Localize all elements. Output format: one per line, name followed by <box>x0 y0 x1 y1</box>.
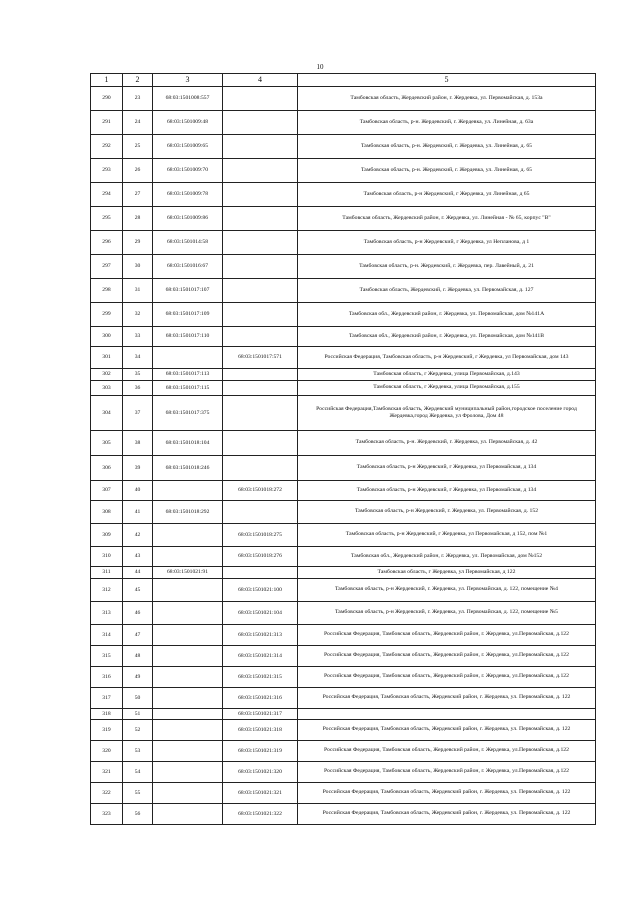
address-cell: Тамбовская область, р-н Жердевский, г Жердевка, ул Непланова, д 1 <box>298 231 596 255</box>
premise-cadastral-cell: 68:03:1501018:276 <box>223 547 298 567</box>
row-number-cell: 319 <box>91 720 123 741</box>
cadastral-number-cell: 68:03:1501014:58 <box>153 231 223 255</box>
cadastral-number-cell: 68:03:1501017:110 <box>153 327 223 347</box>
cadastral-number-cell <box>153 602 223 625</box>
table-row <box>91 804 596 825</box>
local-number-cell: 30 <box>123 255 153 279</box>
cadastral-number-cell <box>153 783 223 804</box>
address-cell: Тамбовская область, р-н Жердевский, г. Жердевка, ул. Первомайская, д. 152 <box>298 501 596 524</box>
premise-cadastral-cell <box>223 183 298 207</box>
row-number-cell: 322 <box>91 783 123 804</box>
local-number-cell: 37 <box>123 396 153 431</box>
table-row <box>91 688 596 709</box>
cadastral-number-cell: 68:03:1501017:109 <box>153 303 223 327</box>
table-row <box>91 783 596 804</box>
address-cell: Тамбовская область, г Жердевка, ул Первомайская, д 122 <box>298 567 596 579</box>
cadastral-number-cell <box>153 646 223 667</box>
cadastral-number-cell <box>153 347 223 369</box>
local-number-cell: 28 <box>123 207 153 231</box>
table-row <box>91 369 596 381</box>
row-number-cell: 305 <box>91 431 123 456</box>
header-col-2: 2 <box>123 74 153 87</box>
table-body <box>91 87 596 825</box>
address-cell: Тамбовская обл., Жердевский район, г. Жердевка, ул. Первомайская, дом №152 <box>298 547 596 567</box>
address-cell: Российская Федерация, Тамбовская область, Жердевский район, г. Жердевка, ул. Первомайская, д. 122 <box>298 783 596 804</box>
cadastral-number-cell: 68:03:1501008:557 <box>153 87 223 111</box>
address-cell: Российская Федерация, Тамбовская область, Жердевский район, г. Жердевка, ул. Первомайская, д. 122 <box>298 804 596 825</box>
row-number-cell: 290 <box>91 87 123 111</box>
table-row <box>91 381 596 396</box>
cadastral-number-cell <box>153 762 223 783</box>
address-cell: Тамбовская область, р-н Жердевский, г Жердевка, ул Линейная, д 65 <box>298 183 596 207</box>
cadastral-number-cell <box>153 804 223 825</box>
cadastral-number-cell: 68:03:1501009:70 <box>153 159 223 183</box>
local-number-cell: 23 <box>123 87 153 111</box>
address-cell: Тамбовская область, р-н Жердевский, г. Жердевка, ул. Первомайская, д. 122, помещение №5 <box>298 602 596 625</box>
cadastral-number-cell: 68:03:1501009:48 <box>153 111 223 135</box>
table-row <box>91 231 596 255</box>
premise-cadastral-cell <box>223 135 298 159</box>
cadastral-number-cell: 68:03:1501018:246 <box>153 456 223 481</box>
row-number-cell: 298 <box>91 279 123 303</box>
local-number-cell: 32 <box>123 303 153 327</box>
row-number-cell: 313 <box>91 602 123 625</box>
cadastral-number-cell: 68:03:1501021:91 <box>153 567 223 579</box>
address-cell: Тамбовская область, р-н. Жердевский, г. Жердевка, ул. Линейная, д. 65 <box>298 159 596 183</box>
row-number-cell: 308 <box>91 501 123 524</box>
table-row <box>91 111 596 135</box>
premise-cadastral-cell: 68:03:1501018:275 <box>223 524 298 547</box>
premise-cadastral-cell: 68:03:1501021:318 <box>223 720 298 741</box>
local-number-cell: 54 <box>123 762 153 783</box>
table-row <box>91 741 596 762</box>
premise-cadastral-cell: 68:03:1501021:100 <box>223 579 298 602</box>
address-cell: Тамбовская область, р-н Жердевский, г. Жердевка, ул. Первомайская, д. 122, помещение №4 <box>298 579 596 602</box>
address-cell: Тамбовская область, Жердевский район, г. Жердевка, ул. Линейная - № 65, корпус "В" <box>298 207 596 231</box>
premise-cadastral-cell: 68:03:1501021:319 <box>223 741 298 762</box>
row-number-cell: 320 <box>91 741 123 762</box>
table-row <box>91 303 596 327</box>
table-row <box>91 347 596 369</box>
premise-cadastral-cell: 68:03:1501017:571 <box>223 347 298 369</box>
address-cell: Тамбовская обл., Жердевский район, г. Жердевка, ул. Первомайская, дом №141А <box>298 303 596 327</box>
premise-cadastral-cell <box>223 431 298 456</box>
cadastral-number-cell <box>153 720 223 741</box>
row-number-cell: 315 <box>91 646 123 667</box>
premise-cadastral-cell <box>223 255 298 279</box>
row-number-cell: 317 <box>91 688 123 709</box>
row-number-cell: 295 <box>91 207 123 231</box>
table-row <box>91 207 596 231</box>
cadastral-number-cell: 68:03:1501009:78 <box>153 183 223 207</box>
cadastral-number-cell: 68:03:1501009:86 <box>153 207 223 231</box>
local-number-cell: 35 <box>123 369 153 381</box>
address-cell: Тамбовская область, Жердевский район, г. Жердевка, ул. Первомайская, д. 153а <box>298 87 596 111</box>
local-number-cell: 25 <box>123 135 153 159</box>
local-number-cell: 48 <box>123 646 153 667</box>
local-number-cell: 46 <box>123 602 153 625</box>
local-number-cell: 51 <box>123 709 153 720</box>
table-row <box>91 431 596 456</box>
local-number-cell: 56 <box>123 804 153 825</box>
local-number-cell: 49 <box>123 667 153 688</box>
address-cell: Российская Федерация, Тамбовская область, р-н Жердевский, г Жердевка, ул Первомайская, дом 143 <box>298 347 596 369</box>
address-cell: Российская Федерация, Тамбовская область, Жердевский район, г. Жердевка, ул.Первомайская, д.122 <box>298 667 596 688</box>
address-cell: Тамбовская область, Жердевский, г. Жердевка, ул. Первомайская, д. 127 <box>298 279 596 303</box>
address-cell: Тамбовская обл., Жердевский район, г. Жердевка, ул. Первомайская, дом №141В <box>298 327 596 347</box>
address-cell: Тамбовская область, р-н Жердевский, г Жердевка, ул Первомайская, д 134 <box>298 456 596 481</box>
registry-table <box>90 73 596 825</box>
cadastral-number-cell <box>153 547 223 567</box>
cadastral-number-cell: 68:03:1501017:375 <box>153 396 223 431</box>
row-number-cell: 291 <box>91 111 123 135</box>
premise-cadastral-cell <box>223 456 298 481</box>
premise-cadastral-cell <box>223 207 298 231</box>
row-number-cell: 323 <box>91 804 123 825</box>
table-row <box>91 720 596 741</box>
local-number-cell: 53 <box>123 741 153 762</box>
row-number-cell: 316 <box>91 667 123 688</box>
row-number-cell: 301 <box>91 347 123 369</box>
address-cell: Российская Федерация, Тамбовская область, Жердевский район, г. Жердевка, ул.Первомайская, д.122 <box>298 762 596 783</box>
premise-cadastral-cell: 68:03:1501018:272 <box>223 481 298 501</box>
address-cell: Тамбовская область, р-н. Жердевский, г. Жердевка, ул. Линейная, д. 65 <box>298 135 596 159</box>
local-number-cell: 50 <box>123 688 153 709</box>
local-number-cell: 43 <box>123 547 153 567</box>
address-cell: Тамбовская область, г Жердевка, улица Первомайская, д.155 <box>298 381 596 396</box>
cadastral-number-cell <box>153 741 223 762</box>
table-row <box>91 159 596 183</box>
local-number-cell: 26 <box>123 159 153 183</box>
row-number-cell: 294 <box>91 183 123 207</box>
premise-cadastral-cell <box>223 327 298 347</box>
local-number-cell: 42 <box>123 524 153 547</box>
premise-cadastral-cell <box>223 396 298 431</box>
row-number-cell: 307 <box>91 481 123 501</box>
table-row <box>91 567 596 579</box>
local-number-cell: 29 <box>123 231 153 255</box>
local-number-cell: 45 <box>123 579 153 602</box>
table-row <box>91 524 596 547</box>
table-row <box>91 501 596 524</box>
cadastral-number-cell: 68:03:1501018:104 <box>153 431 223 456</box>
row-number-cell: 300 <box>91 327 123 347</box>
table-row <box>91 579 596 602</box>
premise-cadastral-cell <box>223 501 298 524</box>
premise-cadastral-cell <box>223 567 298 579</box>
table-row <box>91 481 596 501</box>
local-number-cell: 47 <box>123 625 153 646</box>
local-number-cell: 39 <box>123 456 153 481</box>
local-number-cell: 38 <box>123 431 153 456</box>
row-number-cell: 293 <box>91 159 123 183</box>
cadastral-number-cell <box>153 481 223 501</box>
table-row <box>91 667 596 688</box>
cadastral-number-cell: 68:03:1501017:113 <box>153 369 223 381</box>
row-number-cell: 311 <box>91 567 123 579</box>
address-cell: Тамбовская область, р-н. Жердевский, г. Жердевка, ул. Первомайская, д. 42 <box>298 431 596 456</box>
table-row <box>91 602 596 625</box>
address-cell: Тамбовская область, р-н. Жердевский, г. Жердевка, пер. Лавейный, д. 21 <box>298 255 596 279</box>
address-cell <box>298 709 596 720</box>
premise-cadastral-cell: 68:03:1501021:320 <box>223 762 298 783</box>
cadastral-number-cell <box>153 667 223 688</box>
row-number-cell: 321 <box>91 762 123 783</box>
cadastral-number-cell <box>153 579 223 602</box>
table-row <box>91 396 596 431</box>
local-number-cell: 52 <box>123 720 153 741</box>
table-row <box>91 646 596 667</box>
cadastral-number-cell: 68:03:1501016:67 <box>153 255 223 279</box>
local-number-cell: 40 <box>123 481 153 501</box>
table-row <box>91 762 596 783</box>
cadastral-number-cell: 68:03:1501017:115 <box>153 381 223 396</box>
header-col-3: 3 <box>153 74 223 87</box>
table-row <box>91 87 596 111</box>
premise-cadastral-cell <box>223 381 298 396</box>
cadastral-number-cell <box>153 688 223 709</box>
table-header-row <box>91 74 596 87</box>
local-number-cell: 41 <box>123 501 153 524</box>
local-number-cell: 55 <box>123 783 153 804</box>
local-number-cell: 33 <box>123 327 153 347</box>
header-col-5: 5 <box>298 74 596 87</box>
row-number-cell: 312 <box>91 579 123 602</box>
cadastral-number-cell <box>153 524 223 547</box>
premise-cadastral-cell <box>223 87 298 111</box>
row-number-cell: 296 <box>91 231 123 255</box>
address-cell: Российская Федерация, Тамбовская область, Жердевский район, г. Жердевка, ул. Первомайская, д. 122 <box>298 720 596 741</box>
address-cell: Тамбовская область, р-н Жердевский, г Жердевка, ул Первомайская, д 152, пом №1 <box>298 524 596 547</box>
page-number: 10 <box>316 63 324 71</box>
address-cell: Российская Федерация,Тамбовская область, Жердевский муниципальный район,городское поселение город Жердевка,город Жердевка, ул Фролова, Дом 48 <box>298 396 596 431</box>
row-number-cell: 310 <box>91 547 123 567</box>
local-number-cell: 31 <box>123 279 153 303</box>
premise-cadastral-cell: 68:03:1501021:314 <box>223 646 298 667</box>
local-number-cell: 24 <box>123 111 153 135</box>
cadastral-number-cell: 68:03:1501018:292 <box>153 501 223 524</box>
cadastral-number-cell <box>153 709 223 720</box>
address-cell: Российская Федерация, Тамбовская область, Жердевский район, г. Жердевка, ул.Первомайская, д.122 <box>298 646 596 667</box>
cadastral-number-cell <box>153 625 223 646</box>
premise-cadastral-cell <box>223 279 298 303</box>
premise-cadastral-cell <box>223 159 298 183</box>
local-number-cell: 27 <box>123 183 153 207</box>
premise-cadastral-cell <box>223 231 298 255</box>
address-cell: Российская Федерация, Тамбовская область, Жердевский район, г. Жердевка, ул.Первомайская, д.122 <box>298 625 596 646</box>
address-cell: Тамбовская область, р-н. Жердевский, г. Жердевка, ул. Линейная, д. 63а <box>298 111 596 135</box>
local-number-cell: 36 <box>123 381 153 396</box>
premise-cadastral-cell <box>223 111 298 135</box>
row-number-cell: 299 <box>91 303 123 327</box>
row-number-cell: 297 <box>91 255 123 279</box>
row-number-cell: 303 <box>91 381 123 396</box>
address-cell: Российская Федерация, Тамбовская область, Жердевский район, г. Жердевка, ул.Первомайская, д.122 <box>298 741 596 762</box>
row-number-cell: 314 <box>91 625 123 646</box>
table-row <box>91 625 596 646</box>
table-row <box>91 135 596 159</box>
cadastral-number-cell: 68:03:1501009:65 <box>153 135 223 159</box>
table-row <box>91 709 596 720</box>
table-row <box>91 327 596 347</box>
row-number-cell: 304 <box>91 396 123 431</box>
premise-cadastral-cell: 68:03:1501021:317 <box>223 709 298 720</box>
row-number-cell: 292 <box>91 135 123 159</box>
header-col-4: 4 <box>223 74 298 87</box>
premise-cadastral-cell: 68:03:1501021:322 <box>223 804 298 825</box>
row-number-cell: 306 <box>91 456 123 481</box>
row-number-cell: 309 <box>91 524 123 547</box>
local-number-cell: 34 <box>123 347 153 369</box>
premise-cadastral-cell: 68:03:1501021:313 <box>223 625 298 646</box>
table-row <box>91 547 596 567</box>
row-number-cell: 318 <box>91 709 123 720</box>
header-col-1: 1 <box>91 74 123 87</box>
address-cell: Российская Федерация, Тамбовская область, Жердевский район, г. Жердевка, ул. Первомайская, д. 122 <box>298 688 596 709</box>
address-cell: Тамбовская область, р-н Жердевский, г Жердевка, ул Первомайская, д 134 <box>298 481 596 501</box>
table-row <box>91 255 596 279</box>
table-row <box>91 183 596 207</box>
premise-cadastral-cell: 68:03:1501021:316 <box>223 688 298 709</box>
table-row <box>91 279 596 303</box>
row-number-cell: 302 <box>91 369 123 381</box>
local-number-cell: 44 <box>123 567 153 579</box>
premise-cadastral-cell <box>223 303 298 327</box>
address-cell: Тамбовская область, г Жердевка, улица Первомайская, д.143 <box>298 369 596 381</box>
table-row <box>91 456 596 481</box>
premise-cadastral-cell: 68:03:1501021:104 <box>223 602 298 625</box>
premise-cadastral-cell: 68:03:1501021:315 <box>223 667 298 688</box>
cadastral-number-cell: 68:03:1501017:107 <box>153 279 223 303</box>
premise-cadastral-cell <box>223 369 298 381</box>
premise-cadastral-cell: 68:03:1501021:321 <box>223 783 298 804</box>
